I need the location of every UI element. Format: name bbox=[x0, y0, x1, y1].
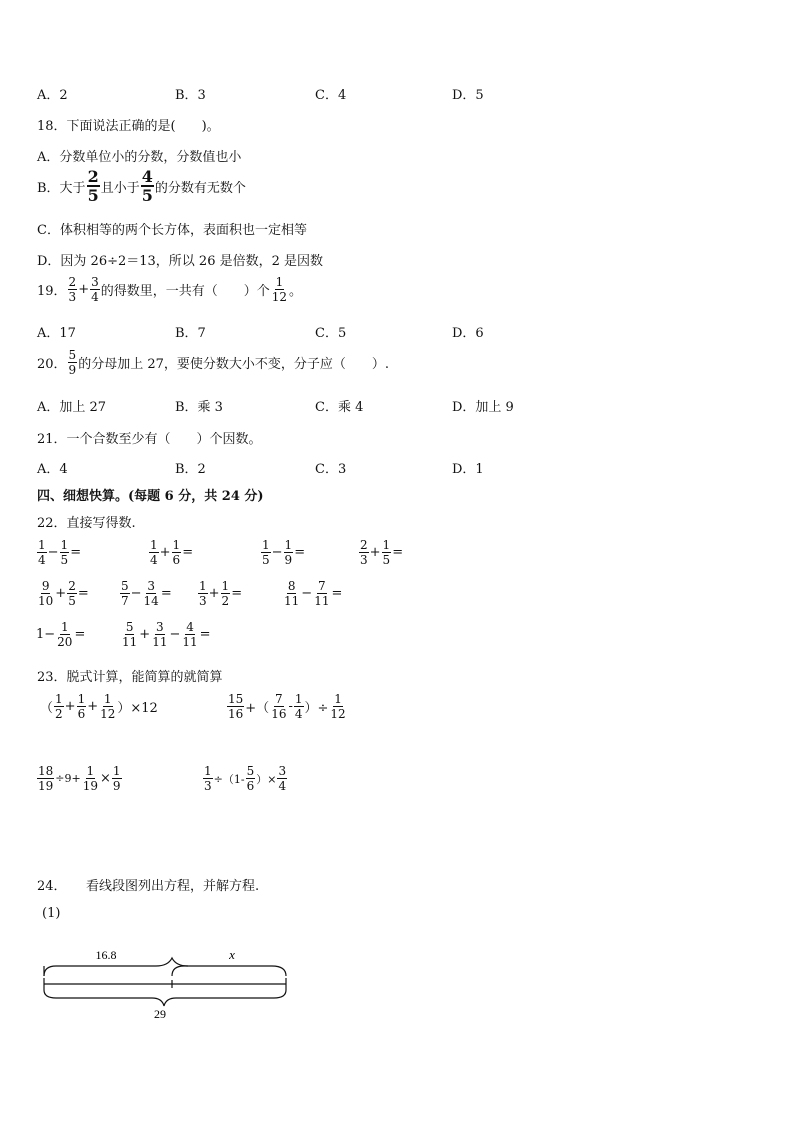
q17-option-b: B．3 bbox=[175, 88, 206, 103]
numerator: 3 bbox=[91, 275, 99, 289]
q19-fraction-1 bbox=[68, 275, 78, 304]
operator: − bbox=[47, 545, 59, 560]
operator: = bbox=[392, 545, 404, 560]
operator: + bbox=[208, 586, 220, 601]
numerator: 1 bbox=[77, 692, 86, 706]
q22-expr-4 bbox=[358, 538, 403, 567]
fraction bbox=[227, 692, 244, 721]
operator: （ bbox=[40, 701, 54, 716]
operator: ）× bbox=[256, 772, 277, 786]
numerator: 1 bbox=[112, 764, 121, 778]
q18-b-suffix: 的分数有无数个 bbox=[154, 180, 246, 196]
q20-text: 的分母加上 27，要使分数大小不变，分子应（ ）. bbox=[78, 357, 389, 372]
denominator: 11 bbox=[182, 635, 198, 649]
denominator: 2 bbox=[221, 594, 230, 608]
q19-option-a: A．17 bbox=[37, 326, 76, 341]
q19-option-c: C．5 bbox=[315, 326, 347, 341]
denominator: 16 bbox=[271, 707, 287, 721]
numerator: 9 bbox=[41, 579, 50, 593]
q20-fraction bbox=[68, 348, 78, 377]
q20-option-a: A．加上 27 bbox=[37, 400, 107, 415]
numerator: 3 bbox=[147, 579, 155, 593]
fraction bbox=[120, 579, 130, 608]
denominator: 5 bbox=[68, 594, 76, 608]
denominator: 11 bbox=[152, 635, 168, 649]
bottom-brace bbox=[44, 990, 286, 1006]
q19-stem bbox=[37, 275, 302, 304]
denominator: 9 bbox=[112, 779, 121, 793]
q18-option-b bbox=[37, 168, 246, 204]
fraction bbox=[99, 692, 116, 721]
operator: − bbox=[130, 586, 142, 601]
q18-option-d: D．因为 26÷2＝13，所以 26 是倍数，2 是因数 bbox=[37, 254, 324, 269]
operator: ）÷ bbox=[304, 701, 329, 716]
operator: = bbox=[294, 545, 306, 560]
denominator: 4 bbox=[91, 290, 99, 304]
label-29: 29 bbox=[154, 1007, 166, 1021]
q18-b-prefix: B．大于 bbox=[37, 180, 86, 196]
denominator: 20 bbox=[57, 635, 73, 649]
denominator: 5 bbox=[87, 186, 99, 205]
q20-stem bbox=[37, 348, 389, 377]
numerator: 7 bbox=[275, 692, 283, 706]
q17-option-a: A．2 bbox=[37, 88, 68, 103]
numerator: 1 bbox=[382, 538, 391, 552]
fraction bbox=[198, 579, 208, 608]
plus-sign: + bbox=[78, 282, 90, 297]
fraction bbox=[284, 538, 294, 567]
q18-b-middle: 且小于 bbox=[100, 180, 140, 196]
numerator: 1 bbox=[38, 538, 46, 552]
numerator: 3 bbox=[156, 620, 164, 634]
denominator: 5 bbox=[141, 186, 153, 205]
operator: = bbox=[160, 586, 172, 601]
numerator: 1 bbox=[221, 579, 230, 593]
denominator: 16 bbox=[228, 707, 244, 721]
operator: = bbox=[231, 586, 243, 601]
q22-expr-7 bbox=[197, 579, 242, 608]
denominator: 5 bbox=[262, 553, 270, 567]
numerator: 1 bbox=[204, 764, 212, 778]
operator: ）×12 bbox=[117, 701, 158, 716]
q19-option-d: D．6 bbox=[452, 326, 484, 341]
denominator: 5 bbox=[382, 553, 391, 567]
q22-expr-6 bbox=[119, 579, 172, 608]
fraction bbox=[151, 620, 168, 649]
numerator: 1 bbox=[262, 538, 270, 552]
q18-stem: 18．下面说法正确的是( )。 bbox=[37, 119, 220, 134]
fraction bbox=[294, 692, 304, 721]
q19-number: 19． bbox=[37, 284, 67, 299]
fraction bbox=[121, 620, 138, 649]
q23-expr-4 bbox=[202, 764, 288, 793]
fraction bbox=[143, 579, 160, 608]
fraction bbox=[359, 538, 369, 567]
operator: = bbox=[199, 627, 211, 642]
fraction bbox=[329, 692, 346, 721]
q19-middle-text: 的得数里，一共有（ ）个 bbox=[100, 284, 270, 299]
q22-expr-8 bbox=[282, 579, 342, 608]
q21-option-c: C．3 bbox=[315, 462, 347, 477]
fraction bbox=[56, 620, 73, 649]
denominator: 12 bbox=[271, 290, 288, 304]
numerator: 1 bbox=[172, 538, 181, 552]
q22-expr-1 bbox=[36, 538, 81, 567]
fraction bbox=[82, 764, 99, 793]
numerator: 2 bbox=[68, 275, 77, 289]
denominator: 4 bbox=[150, 553, 158, 567]
numerator: 8 bbox=[287, 579, 296, 593]
q23-stem: 23．脱式计算，能简算的就简算 bbox=[37, 670, 223, 685]
numerator: 1 bbox=[86, 764, 95, 778]
fraction bbox=[313, 579, 330, 608]
q20-option-b: B．乘 3 bbox=[175, 400, 223, 415]
fraction bbox=[283, 579, 300, 608]
fraction bbox=[112, 764, 122, 793]
q19-fraction-3 bbox=[271, 275, 288, 304]
q18-b-fraction-2 bbox=[141, 168, 154, 204]
q23-expr-3 bbox=[36, 764, 123, 793]
fraction bbox=[60, 538, 70, 567]
q21-option-d: D．1 bbox=[452, 462, 484, 477]
operator: + bbox=[55, 586, 67, 601]
numerator: 5 bbox=[68, 348, 77, 362]
numerator: 1 bbox=[150, 538, 158, 552]
denominator: 6 bbox=[172, 553, 181, 567]
denominator: 6 bbox=[246, 779, 255, 793]
denominator: 6 bbox=[77, 707, 86, 721]
operator: + bbox=[64, 699, 76, 714]
fraction bbox=[54, 692, 64, 721]
numerator: 1 bbox=[284, 538, 293, 552]
q18-option-a: A．分数单位小的分数，分数值也小 bbox=[37, 150, 242, 165]
q21-stem: 21．一个合数至少有（ ）个因数。 bbox=[37, 432, 262, 447]
q24-sub-label: (1) bbox=[42, 906, 61, 921]
denominator: 9 bbox=[284, 553, 293, 567]
numerator: 2 bbox=[68, 579, 76, 593]
operator: - bbox=[288, 699, 293, 714]
fraction bbox=[221, 579, 231, 608]
numerator: 1 bbox=[334, 692, 342, 706]
numerator: 7 bbox=[318, 579, 326, 593]
denominator: 19 bbox=[82, 779, 98, 793]
operator: = bbox=[182, 545, 194, 560]
label-x: x bbox=[229, 947, 235, 962]
fraction bbox=[172, 538, 182, 567]
q19-fraction-2 bbox=[90, 275, 100, 304]
operator: = bbox=[70, 545, 82, 560]
q17-option-c: C．4 bbox=[315, 88, 347, 103]
numerator: 5 bbox=[121, 579, 129, 593]
denominator: 7 bbox=[121, 594, 129, 608]
operator: +（ bbox=[245, 701, 270, 716]
fraction bbox=[270, 692, 287, 721]
q23-expr-2 bbox=[226, 692, 348, 721]
q19-option-b: B．7 bbox=[175, 326, 206, 341]
fraction bbox=[246, 764, 256, 793]
fraction bbox=[77, 692, 87, 721]
fraction bbox=[261, 538, 271, 567]
numerator: 1 bbox=[275, 275, 284, 289]
q17-option-d: D．5 bbox=[452, 88, 484, 103]
fraction bbox=[67, 579, 77, 608]
q20-option-c: C．乘 4 bbox=[315, 400, 364, 415]
denominator: 12 bbox=[100, 707, 116, 721]
q21-option-a: A．4 bbox=[37, 462, 68, 477]
denominator: 4 bbox=[278, 779, 287, 793]
denominator: 12 bbox=[330, 707, 346, 721]
fraction bbox=[37, 538, 47, 567]
denominator: 5 bbox=[60, 553, 69, 567]
operator: = bbox=[77, 586, 89, 601]
denominator: 11 bbox=[122, 635, 138, 649]
denominator: 3 bbox=[199, 594, 207, 608]
fraction bbox=[37, 579, 54, 608]
operator: = bbox=[331, 586, 343, 601]
numerator: 3 bbox=[278, 764, 287, 778]
q24-stem: 24． 看线段图列出方程，并解方程. bbox=[37, 879, 260, 894]
q23-expr-1 bbox=[40, 692, 158, 721]
operator: + bbox=[87, 699, 99, 714]
fraction bbox=[277, 764, 287, 793]
denominator: 4 bbox=[38, 553, 46, 567]
denominator: 3 bbox=[360, 553, 368, 567]
denominator: 10 bbox=[38, 594, 54, 608]
operator: + bbox=[159, 545, 171, 560]
operator: 1− bbox=[36, 627, 56, 642]
denominator: 19 bbox=[38, 779, 54, 793]
q22-expr-9 bbox=[36, 620, 85, 649]
fraction bbox=[203, 764, 213, 793]
q22-expr-5 bbox=[36, 579, 89, 608]
q22-stem: 22．直接写得数. bbox=[37, 516, 136, 531]
q19-end: 。 bbox=[289, 284, 303, 299]
q21-option-b: B．2 bbox=[175, 462, 206, 477]
operator: − bbox=[169, 627, 181, 642]
denominator: 2 bbox=[55, 707, 63, 721]
numerator: 2 bbox=[87, 167, 99, 186]
denominator: 14 bbox=[143, 594, 159, 608]
denominator: 4 bbox=[294, 707, 303, 721]
denominator: 11 bbox=[284, 594, 300, 608]
label-16-8: 16.8 bbox=[95, 948, 117, 962]
numerator: 18 bbox=[38, 764, 54, 778]
fraction bbox=[37, 764, 54, 793]
denominator: 3 bbox=[68, 290, 77, 304]
numerator: 2 bbox=[360, 538, 368, 552]
q18-option-c: C．体积相等的两个长方体，表面积也一定相等 bbox=[37, 223, 307, 238]
q20-number: 20． bbox=[37, 357, 67, 372]
fraction bbox=[181, 620, 198, 649]
operator: = bbox=[74, 627, 86, 642]
operator: − bbox=[301, 586, 313, 601]
right-top-brace bbox=[172, 966, 286, 976]
numerator: 1 bbox=[294, 692, 303, 706]
fraction bbox=[382, 538, 392, 567]
operator: + bbox=[139, 627, 151, 642]
q22-expr-3 bbox=[260, 538, 305, 567]
section-4-title: 四、细想快算。(每题 6 分，共 24 分) bbox=[37, 489, 264, 504]
numerator: 1 bbox=[60, 620, 69, 634]
fraction bbox=[149, 538, 159, 567]
line-segment-diagram bbox=[36, 940, 306, 1025]
numerator: 1 bbox=[199, 579, 207, 593]
numerator: 15 bbox=[228, 692, 244, 706]
numerator: 5 bbox=[246, 764, 255, 778]
numerator: 4 bbox=[186, 620, 194, 634]
numerator: 1 bbox=[103, 692, 112, 706]
denominator: 11 bbox=[314, 594, 330, 608]
operator: + bbox=[369, 545, 381, 560]
q22-expr-10 bbox=[120, 620, 211, 649]
numerator: 5 bbox=[125, 620, 134, 634]
q18-b-fraction-1 bbox=[87, 168, 100, 204]
operator: ÷9+ bbox=[55, 772, 81, 785]
operator: ÷（1- bbox=[213, 772, 245, 786]
q20-option-d: D．加上 9 bbox=[452, 400, 514, 415]
denominator: 3 bbox=[204, 779, 212, 793]
numerator: 4 bbox=[141, 167, 153, 186]
operator: − bbox=[271, 545, 283, 560]
numerator: 1 bbox=[55, 692, 63, 706]
denominator: 9 bbox=[68, 363, 77, 377]
numerator: 1 bbox=[60, 538, 69, 552]
q22-expr-2 bbox=[148, 538, 193, 567]
operator: × bbox=[100, 771, 111, 786]
